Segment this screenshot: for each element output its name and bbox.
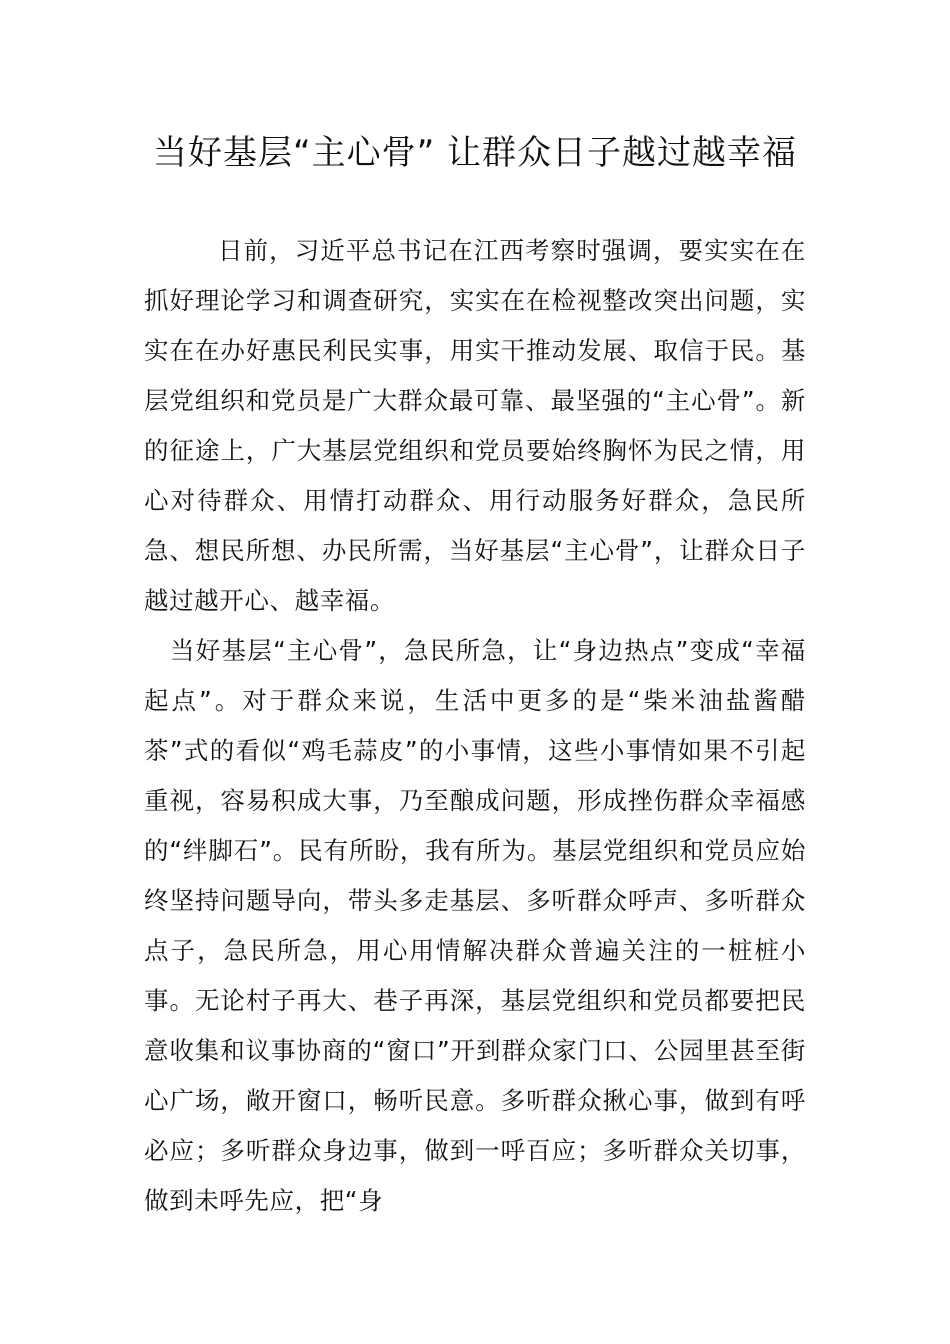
paragraph-hot-issues: 当好基层“主心骨”，急民所急，让“身边热点”变成“幸福起点”。对于群众来说，生活中更多的是“柴米油盐酱醋茶”式的看似“鸡毛蒜皮”的小事情，这些小事情如果不引起重视，容易积成大事，乃至酿成问题，形成挫伤群众幸福感的“绊脚石”。民有所盼，我有所为。基层党组织和党员应始终坚持问题导向，带头多走基层、多听群众呼声、多听群众点子，急民所急，用心用情解决群众普遍关注的一桩桩小事。无论村子再大、巷子再深，基层党组织和党员都要把民意收集和议事协商的“窗口”开到群众家门口、公园里甚至街心广场，敞开窗口，畅听民意。多听群众揪心事，做到有呼必应；多听群众身边事，做到一呼百应；多听群众关切事，做到未呼先应，把“身 [144, 636, 806, 1215]
paragraph-intro: 日前，习近平总书记在江西考察时强调，要实实在在抓好理论学习和调查研究，实实在在检视整改突出问题，实实在在办好惠民利民实事，用实干推动发展、取信于民。基层党组织和党员是广大群众最可靠、最坚强的“主心骨”。新的征途上，广大基层党组织和党员要始终胸怀为民之情，用心对待群众、用情打动群众、用行动服务好群众，急民所急、想民所想、办民所需，当好基层“主心骨”，让群众日子越过越开心、越幸福。 [144, 236, 806, 615]
document-body [144, 226, 806, 1226]
document-title: 当好基层“主心骨” 让群众日子越过越幸福 [152, 133, 798, 173]
